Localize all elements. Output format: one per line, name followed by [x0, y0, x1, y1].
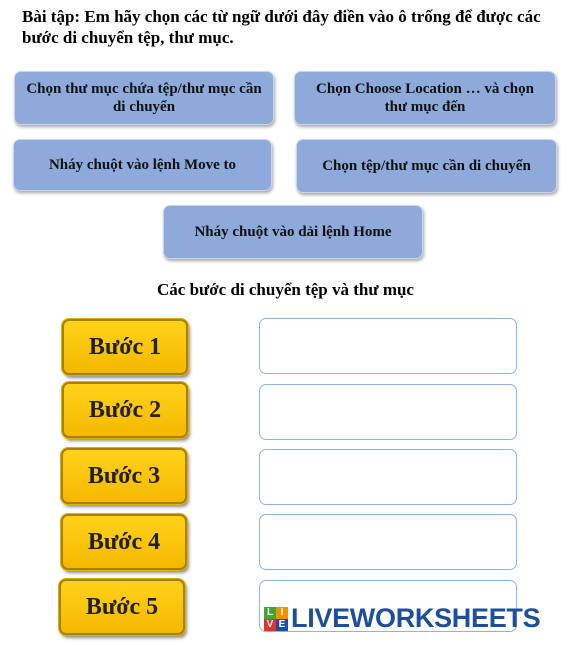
option-choose-location[interactable]: Chọn Choose Location … và chọn thư mục đến	[294, 71, 556, 125]
logo-mark-letter: E	[276, 619, 288, 631]
step-1-label: Bước 1	[62, 319, 188, 375]
exercise-instruction: Bài tập: Em hãy chọn các từ ngữ dưới đây điền vào ô trống để được các bước di chuyển tệp, thư mục.	[22, 7, 541, 47]
answer-box-4[interactable]	[259, 514, 517, 570]
logo-mark-letter: I	[276, 607, 288, 619]
step-3-label: Bước 3	[61, 448, 187, 504]
step-2-label: Bước 2	[62, 382, 188, 438]
answer-box-1[interactable]	[259, 318, 517, 374]
step-5-label: Bước 5	[59, 579, 185, 635]
liveworksheets-wordmark: LIVEWORKSHEETS	[291, 603, 541, 633]
answer-box-2[interactable]	[259, 384, 517, 440]
option-click-move-to[interactable]: Nháy chuột vào lệnh Move to	[13, 139, 272, 191]
answer-box-3[interactable]	[259, 449, 517, 505]
section-title: Các bước di chuyển tệp và thư mục	[157, 280, 414, 299]
liveworksheets-logo-icon	[264, 607, 288, 631]
liveworksheets-logo	[264, 603, 540, 634]
option-select-file-folder[interactable]: Chọn tệp/thư mục cần di chuyển	[296, 139, 557, 193]
step-4-label: Bước 4	[61, 514, 187, 570]
logo-mark-letter: V	[264, 619, 276, 631]
option-select-source-folder[interactable]: Chọn thư mục chứa tệp/thư mục cần di chuyển	[14, 71, 274, 125]
logo-mark-letter: L	[264, 607, 276, 619]
option-click-home-ribbon[interactable]: Nháy chuột vào dải lệnh Home	[163, 205, 423, 259]
